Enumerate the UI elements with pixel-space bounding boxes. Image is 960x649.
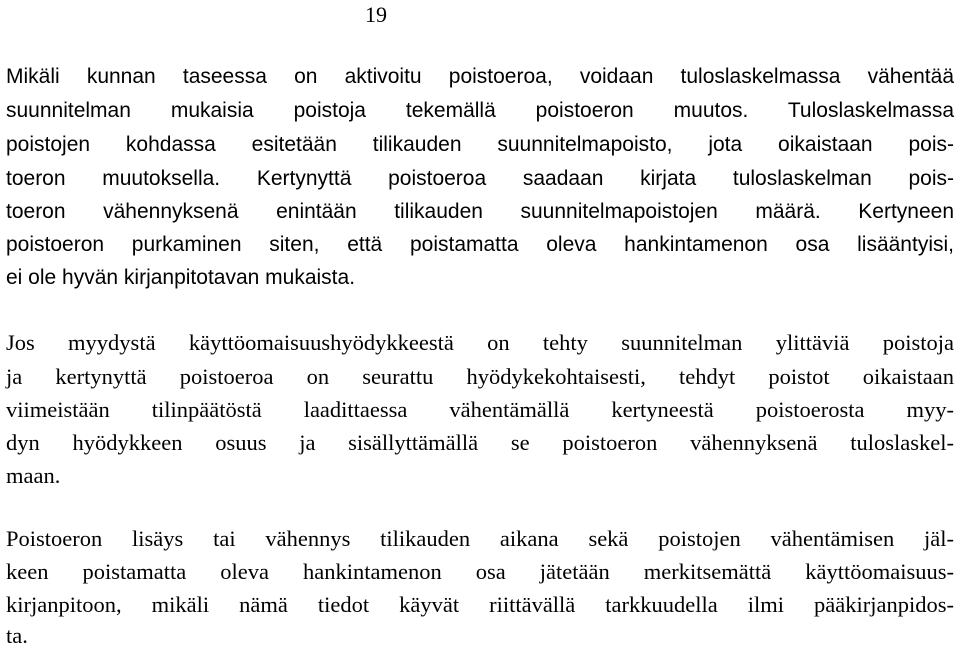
paragraph-1-line: suunnitelman mukaisia poistoja tekemällä poistoeron muutos. Tuloslaskelmassa [6, 99, 954, 122]
paragraph-2-line: viimeistään tilinpäätöstä laadittaessa vähentämällä kertyneestä poistoerosta myy- [6, 397, 954, 422]
paragraph-3-line: keen poistamatta oleva hankintamenon osa jätetään merkitsemättä käyttöomaisuus- [6, 559, 954, 584]
paragraph-3-line: Poistoeron lisäys tai vähennys tilikauden aikana sekä poistojen vähentämisen jäl- [6, 526, 954, 551]
paragraph-1-line: toeron muutoksella. Kertynyttä poistoeroa saadaan kirjata tuloslaskelman pois- [6, 167, 954, 190]
paragraph-2-line: Jos myydystä käyttöomaisuushyödykkeestä on tehty suunnitelman ylittäviä poistoja [6, 330, 954, 355]
paragraph-1-line: poistoeron purkaminen siten, että poistamatta oleva hankintamenon osa lisääntyisi, [6, 233, 954, 256]
paragraph-3-line: kirjanpitoon, mikäli nämä tiedot käyvät riittävällä tarkkuudella ilmi pääkirjanpidos- [6, 592, 954, 617]
paragraph-1-line: poistojen kohdassa esitetään tilikauden suunnitelmapoisto, jota oikaistaan pois- [6, 133, 954, 156]
paragraph-3-line: ta. [6, 623, 28, 648]
paragraph-1-line: toeron vähennyksenä enintään tilikauden suunnitelmapoistojen määrä. Kertyneen [6, 200, 954, 223]
paragraph-1-line: Mikäli kunnan taseessa on aktivoitu poistoeroa, voidaan tuloslaskelmassa vähentää [6, 65, 954, 88]
paragraph-2-line: maan. [6, 463, 61, 488]
paragraph-2-line: ja kertynyttä poistoeroa on seurattu hyödykekohtaisesti, tehdyt poistot oikaistaan [6, 364, 954, 389]
paragraph-1-line: ei ole hyvän kirjanpitotavan mukaista. [6, 266, 356, 289]
page-number: 19 [365, 2, 387, 27]
paragraph-2-line: dyn hyödykkeen osuus ja sisällyttämällä se poistoeron vähennyksenä tuloslaskel- [6, 430, 954, 455]
